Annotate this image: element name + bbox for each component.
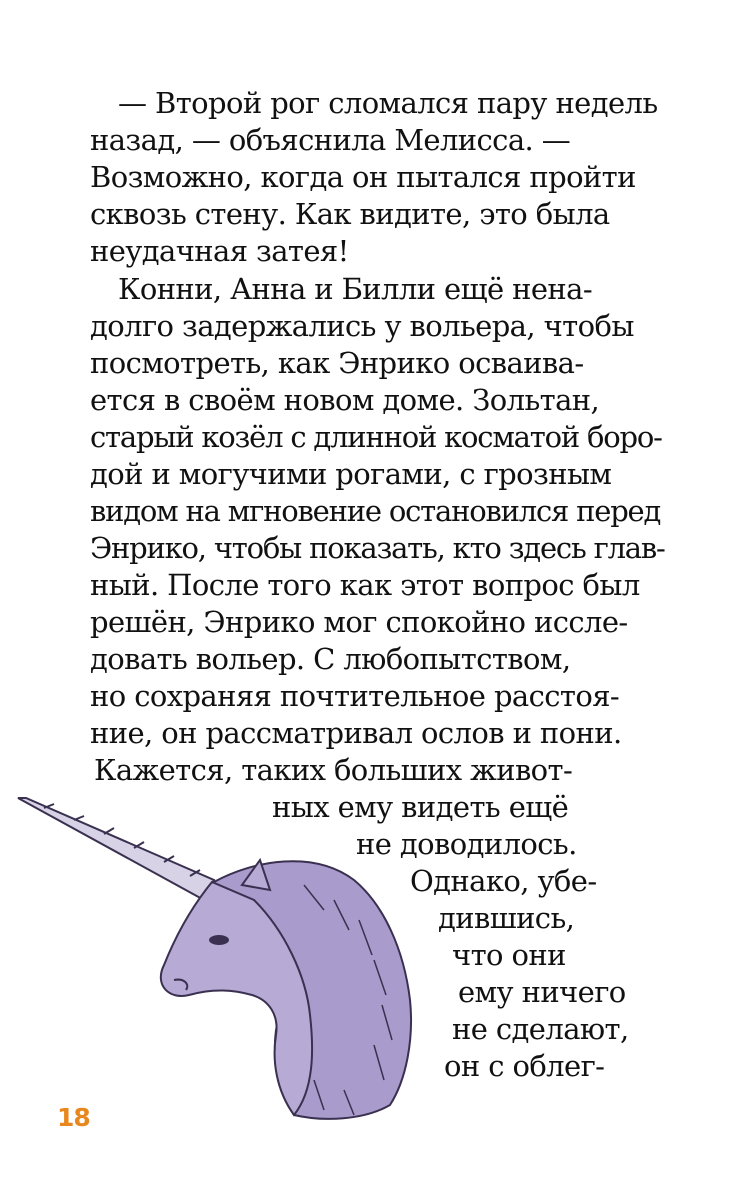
text-line: видом на мгновение остановился перед <box>90 494 661 528</box>
text-line: назад, — объяснила Мелисса. — <box>90 123 571 157</box>
text-line: Возможно, когда он пытался пройти <box>90 160 636 194</box>
text-line: ние, он рассматривал ослов и пони. <box>90 716 622 750</box>
text-line: он с облег- <box>444 1049 605 1083</box>
text-line: неудачная затея! <box>90 234 349 268</box>
text-line: Кажется, таких больших живот- <box>94 753 573 787</box>
text-line: ется в своём новом доме. Зольтан, <box>90 383 600 417</box>
text-line: долго задержались у вольера, чтобы <box>90 309 634 343</box>
text-line: ный. После того как этот вопрос был <box>90 568 640 602</box>
text-line: ных ему видеть ещё <box>272 790 569 824</box>
text-line: дой и могучими рогами, с грозным <box>90 457 612 491</box>
text-line: посмотреть, как Энрико осваива- <box>90 346 584 380</box>
text-line: дившись, <box>438 901 575 935</box>
text-line: ему ничего <box>458 975 626 1009</box>
text-line: Энрико, чтобы показать, кто здесь глав- <box>90 531 665 565</box>
text-line: не сделают, <box>452 1012 629 1046</box>
text-line: Однако, убе- <box>410 864 597 898</box>
text-line: что они <box>452 938 566 972</box>
text-line: решён, Энрико мог спокойно иссле- <box>90 605 628 639</box>
text-line: но сохраняя почтительное расстоя- <box>90 679 620 713</box>
text-line: сквозь стену. Как видите, это была <box>90 197 610 231</box>
text-line: довать вольер. С любопытством, <box>90 642 571 676</box>
unicorn-head-icon <box>14 790 444 1130</box>
text-line: Конни, Анна и Билли ещё нена- <box>118 272 593 306</box>
text-line: не доводилось. <box>356 827 577 861</box>
page-number: 18 <box>57 1103 90 1132</box>
text-line: — Второй рог сломался пару недель <box>118 86 658 120</box>
unicorn-horn <box>18 798 214 900</box>
text-line: старый козёл с длинной косматой боро- <box>90 420 662 454</box>
